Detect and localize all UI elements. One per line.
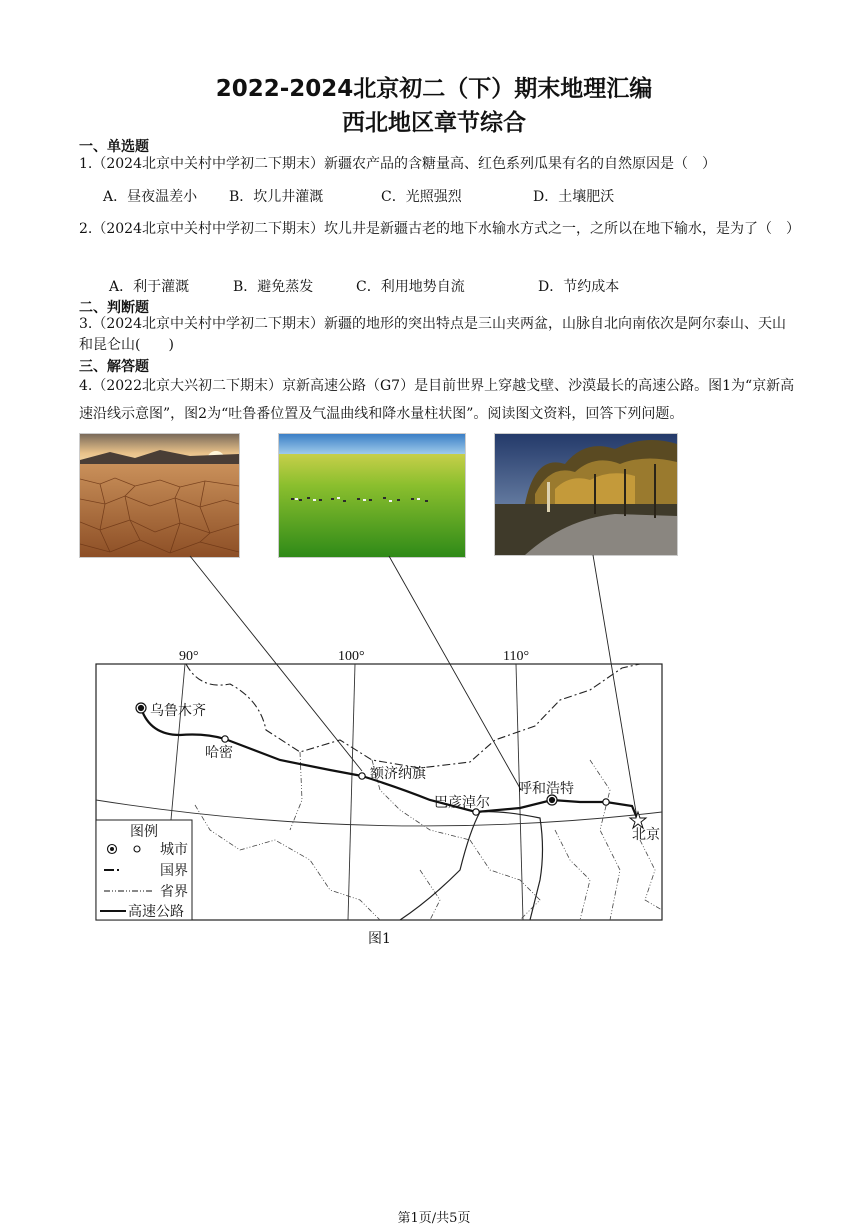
legend-title: 图例 — [130, 824, 158, 840]
page-title: 2022-2024北京初二（下）期末地理汇编 — [215, 76, 653, 102]
provincial-border — [555, 830, 590, 920]
lon-label-90: 90° — [179, 649, 199, 664]
q2-option-d[interactable]: D．节约成本 — [538, 279, 620, 295]
legend-provincial: 省界 — [160, 884, 188, 900]
city-marker-urumqi-dot — [139, 706, 144, 711]
highway-route — [141, 708, 637, 818]
provincial-border — [640, 840, 662, 910]
legend-highway: 高速公路 — [128, 904, 184, 920]
lon-label-110: 110° — [503, 649, 530, 664]
section-heading-answer: 三、解答题 — [79, 359, 149, 375]
question-4-text: 4.（2022北京大兴初二下期末）京新高速公路（G7）是目前世界上穿越戈壁、沙漠最长的高速公路。图1为“京新高速沿线示意图”，图2为“吐鲁番位置及气温曲线和降水量柱状图”。阅读图文资料，回答下列问题。 — [79, 378, 795, 422]
city-label-hami: 哈密 — [205, 745, 233, 761]
lon-label-100: 100° — [338, 649, 365, 664]
q2-option-c[interactable]: C．利用地势自流 — [356, 279, 465, 295]
page-subtitle: 西北地区章节综合 — [342, 110, 526, 136]
city-label-ejina: 额济纳旗 — [370, 766, 426, 782]
section-heading-single-choice: 一、单选题 — [79, 139, 149, 155]
city-label-urumqi: 乌鲁木齐 — [150, 703, 206, 719]
map-legend — [96, 820, 192, 920]
city-label-beijing: 北京 — [632, 827, 660, 843]
question-2-text: 2.（2024北京中关村中学初二下期末）坎儿井是新疆古老的地下水输水方式之一，之所以在地下输水，是为了（ ） — [79, 221, 800, 237]
connector-line — [593, 555, 637, 818]
city-marker-unnamed — [603, 799, 609, 805]
city-label-bayannur: 巴彦淖尔 — [434, 795, 490, 811]
city-label-hohhot: 呼和浩特 — [518, 781, 574, 797]
city-marker-ejina — [359, 773, 365, 779]
provincial-border — [420, 870, 440, 920]
question-3-text: 3.（2024北京中关村中学初二下期末）新疆的地形的突出特点是三山夹两盆，山脉自北向南依次是阿尔泰山、天山和昆仑山( ) — [79, 316, 786, 353]
national-border — [186, 664, 640, 768]
figure-caption: 图1 — [368, 931, 391, 947]
q2-option-a[interactable]: A．利于灌溉 — [109, 279, 190, 295]
city-marker-hami — [222, 736, 228, 742]
page-footer: 第1页/共5页 — [397, 1211, 471, 1226]
q1-option-c[interactable]: C．光照强烈 — [381, 189, 462, 205]
q1-option-b[interactable]: B．坎儿井灌溉 — [229, 189, 324, 205]
q1-option-a[interactable]: A．昼夜温差小 — [103, 189, 198, 205]
provincial-border — [470, 840, 540, 920]
legend-city: 城市 — [160, 842, 188, 858]
connector-line — [389, 556, 521, 790]
city-marker-hohhot-dot — [550, 798, 555, 803]
provincial-border — [195, 805, 380, 920]
section-heading-true-false: 二、判断题 — [79, 300, 149, 316]
provincial-border — [590, 760, 620, 920]
longitude-line — [348, 664, 355, 920]
question-1-text: 1.（2024北京中关村中学初二下期末）新疆农产品的含糖量高、红色系列瓜果有名的自然原因是（ ） — [79, 156, 716, 172]
q1-option-d[interactable]: D．土壤肥沃 — [533, 189, 615, 205]
q2-option-b[interactable]: B．避免蒸发 — [233, 279, 314, 295]
legend-national: 国界 — [160, 863, 188, 879]
